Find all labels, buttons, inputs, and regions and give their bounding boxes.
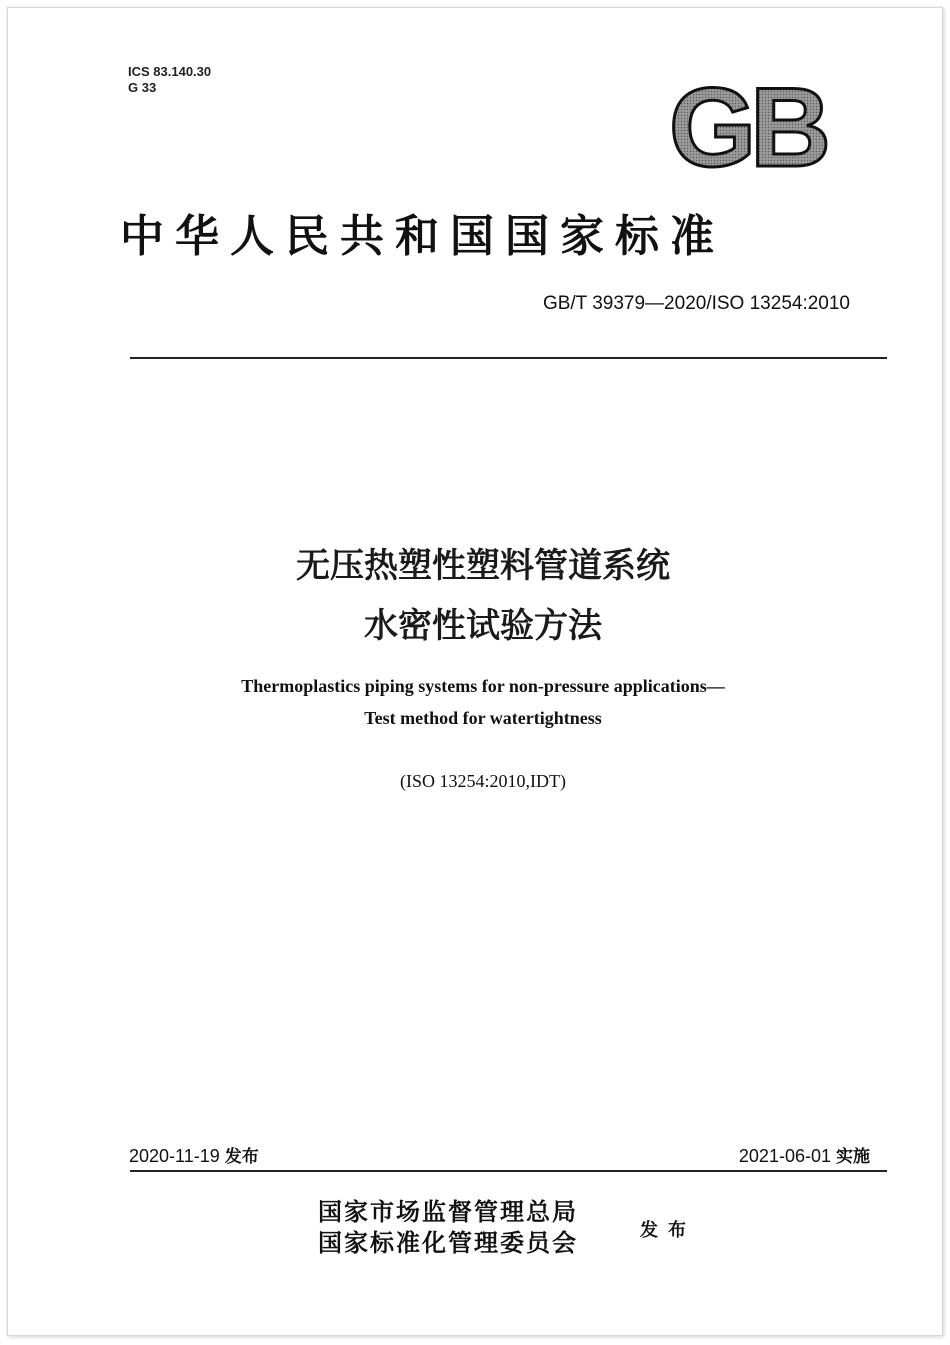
chinese-title-line-1: 无压热塑性塑料管道系统 <box>296 546 670 586</box>
issue-label: 发布 <box>224 1147 259 1167</box>
publish-label: 发布 <box>640 1220 696 1241</box>
implementation-date <box>739 1142 870 1167</box>
standard-number: GB/T 39379—2020/ISO 13254:2010 <box>542 293 850 314</box>
issuer-sac: 国家标准化管理委员会 <box>318 1228 578 1257</box>
implementation-date-value: 2021-06-01 <box>738 1146 831 1166</box>
top-divider <box>130 357 887 359</box>
english-title-line-1: Thermoplastics piping systems for non-pressure applications— <box>241 676 725 696</box>
classification-codes <box>128 64 211 96</box>
ics-code: ICS 83.140.30 <box>128 64 212 79</box>
national-standard-heading: 中华人民共和国国家标准 <box>120 211 725 262</box>
gb-logo-text: GB <box>669 78 825 174</box>
document-page <box>7 7 943 1336</box>
issue-date <box>129 1142 259 1167</box>
english-title-line-2: Test method for watertightness <box>364 708 602 728</box>
issuer-samr: 国家市场监督管理总局 <box>318 1197 578 1226</box>
bottom-divider <box>130 1170 887 1172</box>
gb-logo-icon <box>653 78 841 174</box>
issue-date-value: 2020-11-19 <box>129 1146 220 1166</box>
iso-equivalence: (ISO 13254:2010,IDT) <box>400 771 566 791</box>
chinese-title-line-2: 水密性试验方法 <box>364 606 602 646</box>
implementation-label: 实施 <box>836 1147 870 1167</box>
issuing-authorities <box>318 1196 578 1258</box>
ccs-code: G 33 <box>128 80 157 95</box>
